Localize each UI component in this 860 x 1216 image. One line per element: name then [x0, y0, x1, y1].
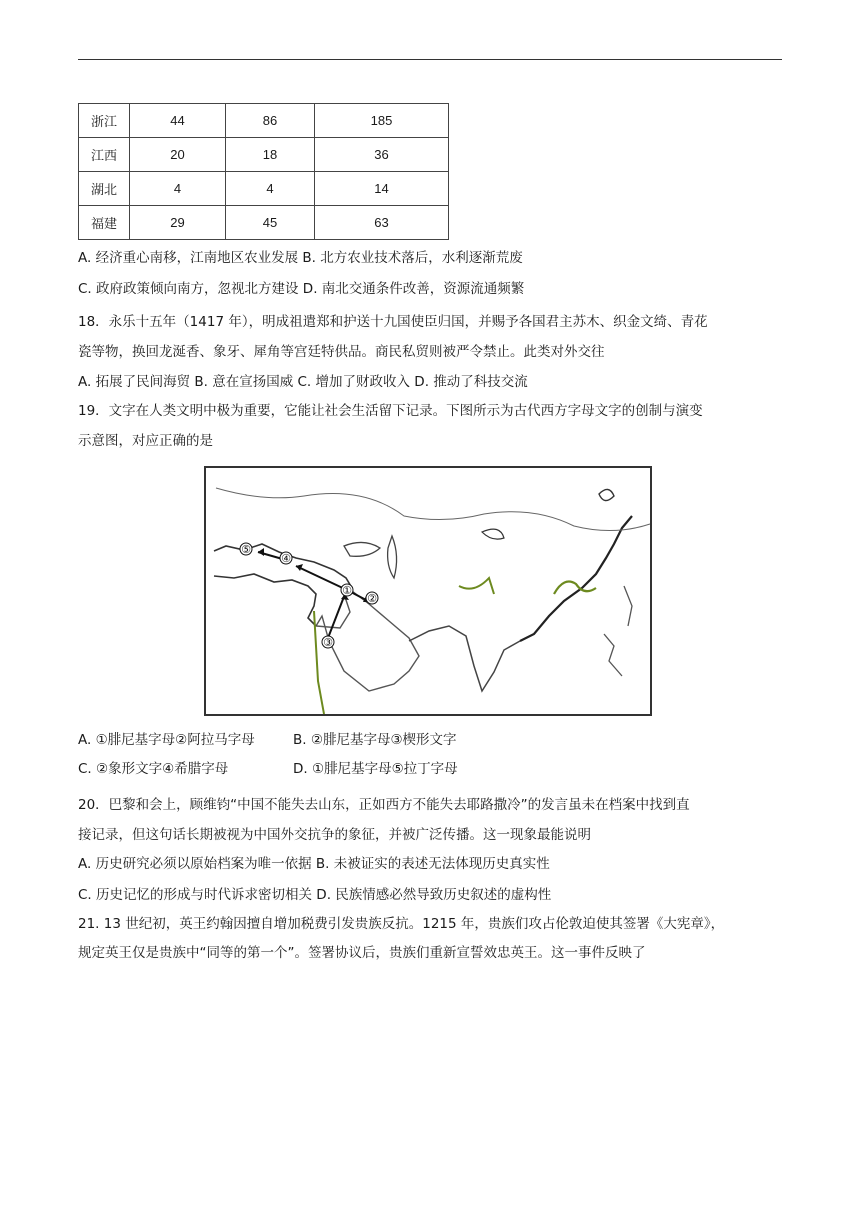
q17-options-row2: C. 政府政策倾向南方，忽视北方建设 D. 南北交通条件改善，资源流通频繁: [78, 281, 525, 297]
map-label-2: ②: [367, 592, 377, 605]
table-cell: 86: [226, 104, 315, 138]
table-row: [79, 138, 449, 172]
map-label-4: ④: [281, 552, 291, 565]
table-cell: 44: [130, 104, 226, 138]
table-cell: 63: [315, 206, 449, 240]
data-table: [78, 103, 449, 240]
table-cell: 185: [315, 104, 449, 138]
table-cell: 45: [226, 206, 315, 240]
map-label-5: ⑤: [241, 543, 251, 556]
q20-options-row2: C. 历史记忆的形成与时代诉求密切相关 D. 民族情感必然导致历史叙述的虚构性: [78, 887, 552, 903]
table-cell: 江西: [79, 138, 130, 172]
table-cell: 4: [130, 172, 226, 206]
map-label-3: ③: [323, 636, 333, 649]
q18-stem-line2: 瓷等物，换回龙涎香、象牙、犀角等宫廷特供品。商民私贸则被严令禁止。此类对外交往: [78, 344, 605, 360]
table-row: [79, 104, 449, 138]
table-cell: 福建: [79, 206, 130, 240]
q19-option-b: B. ②腓尼基字母③楔形文字: [293, 732, 457, 748]
table-cell: 29: [130, 206, 226, 240]
table-cell: 18: [226, 138, 315, 172]
q21-stem-line2: 规定英王仅是贵族中“同等的第一个”。签署协议后，贵族们重新宣誓效忠英王。这一事件反映了: [78, 945, 646, 961]
table-row: [79, 206, 449, 240]
table-cell: 36: [315, 138, 449, 172]
q19-option-a: A. ①腓尼基字母②阿拉马字母: [78, 732, 255, 748]
q19-option-d: D. ①腓尼基字母⑤拉丁字母: [293, 761, 458, 777]
map-label-1: ①: [342, 584, 352, 597]
q20-stem-line1: 20．巴黎和会上，顾维钧“中国不能失去山东，正如西方不能失去耶路撒冷”的发言虽未在档案中找到直: [78, 797, 690, 813]
table-row: [79, 172, 449, 206]
q20-options-row1: A. 历史研究必须以原始档案为唯一依据 B. 未被证实的表述无法体现历史真实性: [78, 856, 550, 872]
q20-stem-line2: 接记录，但这句话长期被视为中国外交抗争的象征，并被广泛传播。这一现象最能说明: [78, 827, 591, 843]
q21-stem-line1: 21. 13 世纪初，英王约翰因擅自增加税费引发贵族反抗。1215 年，贵族们攻占伦敦迫使其签署《大宪章》，: [78, 916, 725, 932]
table-cell: 浙江: [79, 104, 130, 138]
header-rule: [78, 59, 782, 60]
alphabet-spread-map: [204, 466, 652, 716]
table-cell: 20: [130, 138, 226, 172]
table-cell: 湖北: [79, 172, 130, 206]
q19-option-c: C. ②象形文字④希腊字母: [78, 761, 229, 777]
q18-options: A. 拓展了民间海贸 B. 意在宣扬国威 C. 增加了财政收入 D. 推动了科技交流: [78, 374, 528, 390]
q17-options-row1: A. 经济重心南移，江南地区农业发展 B. 北方农业技术落后，水利逐渐荒废: [78, 250, 523, 266]
table-cell: 14: [315, 172, 449, 206]
table-cell: 4: [226, 172, 315, 206]
q18-stem-line1: 18．永乐十五年（1417 年），明成祖遣郑和护送十九国使臣归国，并赐予各国君主苏木、织金文绮、青花: [78, 314, 708, 330]
q19-stem-line2: 示意图，对应正确的是: [78, 433, 213, 449]
q19-stem-line1: 19．文字在人类文明中极为重要，它能让社会生活留下记录。下图所示为古代西方字母文字的创制与演变: [78, 403, 703, 419]
